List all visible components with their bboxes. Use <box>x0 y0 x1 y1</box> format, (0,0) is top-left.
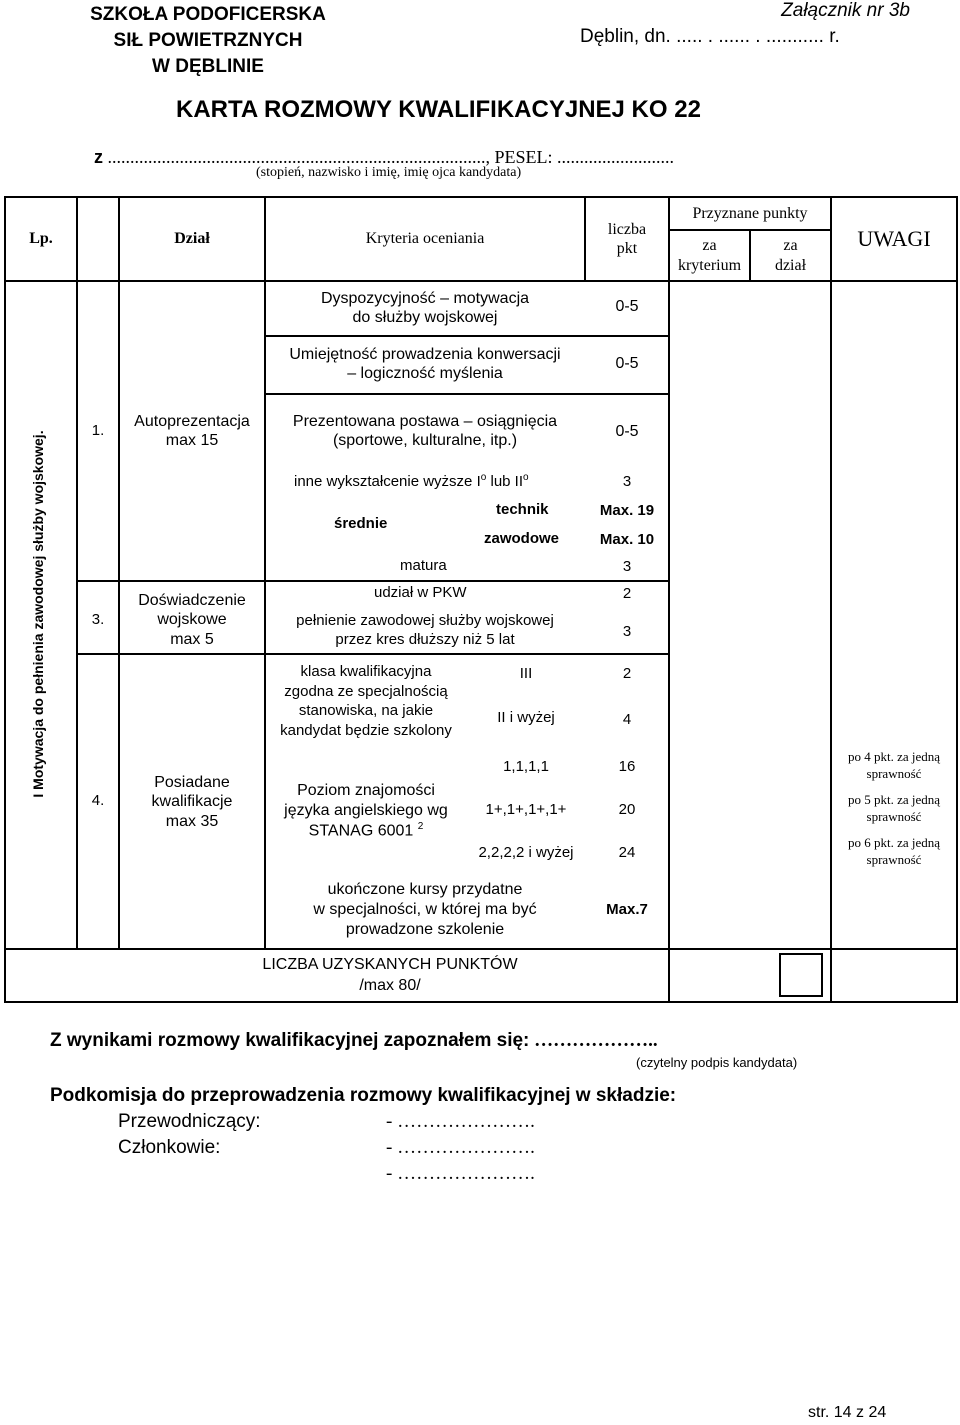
points-level-2: 20 <box>618 801 636 818</box>
group-3-name-line1: Doświadczenie <box>138 592 246 610</box>
note-level-1-line2: sprawność <box>866 766 922 781</box>
section-motywacja-label: I Motywacja do pełnienia zawodowej służby wojskowej. <box>30 430 46 798</box>
candidate-dots: ...................................................................................., PESEL: .......................... <box>103 147 675 167</box>
points-pelnienie: 3 <box>622 623 632 640</box>
zapoznalem-line <box>50 1030 658 1052</box>
col-za-kryterium-line1: za <box>702 237 717 255</box>
zapoznalem-text: Z wynikami rozmowy kwalifikacyjnej zapoznałem się: <box>50 1030 530 1051</box>
zapoznalem-dots: ……………….. <box>529 1030 658 1051</box>
criterion-kursy <box>266 878 584 942</box>
group-1-number: 1. <box>91 422 105 439</box>
level-3: 2,2,2,2 i wyżej <box>478 844 574 861</box>
inne-mid: lub II <box>486 473 523 490</box>
czlonek-1-dots: - …………………. <box>386 1137 535 1158</box>
points-dyspozycyjnosc: 0-5 <box>615 298 639 316</box>
school-line-2: SIŁ POWIETRZNYCH <box>113 30 303 51</box>
col-lp: Lp. <box>29 230 53 248</box>
points-level-1: 16 <box>618 758 636 775</box>
group-3-number: 3. <box>91 611 105 628</box>
col-przyznane: Przyznane punkty <box>692 204 808 222</box>
criterion-klasa-line2: zgodna ze specjalnością <box>284 682 448 700</box>
page-number: str. 14 z 24 <box>808 1404 887 1421</box>
inne-sup2: o <box>523 472 529 483</box>
note-level-3-line1: po 6 pkt. za jedną <box>847 835 941 851</box>
criterion-jezyk-stanag: STANAG 6001 <box>308 822 414 840</box>
podpis-caption: (czytelny podpis kandydata) <box>636 1055 798 1070</box>
note-level-3-line2: sprawność <box>866 852 922 867</box>
points-zawodowe: Max. 10 <box>599 531 655 548</box>
note-level-2 <box>832 791 956 827</box>
criterion-inne-wyksztalcenie <box>294 472 529 490</box>
criterion-klasa <box>266 660 466 742</box>
col-kryteria: Kryteria oceniania <box>365 230 485 248</box>
criterion-jezyk <box>266 778 466 844</box>
criterion-dyspozycyjnosc-line2: do służby wojskowej <box>352 309 498 326</box>
level-1: 1,1,1,1 <box>503 758 549 775</box>
col-za-dzial-line2: dział <box>774 256 807 274</box>
przewodniczacy-dots: - …………………. <box>386 1111 535 1132</box>
candidate-prefix: z <box>94 147 103 167</box>
criterion-kursy-line2: w specjalności, w której ma być <box>313 901 537 918</box>
total-points-box[interactable] <box>779 953 823 997</box>
total-label-line1: LICZBA UZYSKANYCH PUNKTÓW <box>262 956 518 974</box>
col-za-kryterium <box>670 231 749 280</box>
points-kursy: Max.7 <box>606 901 648 918</box>
criterion-klasa-line1: klasa kwalifikacyjna <box>300 663 432 680</box>
label-srednie: średnie <box>334 515 388 532</box>
group-4-name-line3: max 35 <box>165 812 219 830</box>
criterion-jezyk-line3 <box>309 821 424 841</box>
document-title: KARTA ROZMOWY KWALIFIKACYJNEJ KO 22 <box>176 96 701 123</box>
label-pkw: udział w PKW <box>374 584 467 601</box>
label-klasa-ii: II i wyżej <box>497 709 555 726</box>
points-technik: Max. 19 <box>599 502 655 519</box>
czlonkowie-label: Członkowie: <box>118 1137 221 1158</box>
col-liczba-pkt <box>586 198 668 280</box>
criterion-klasa-line4: kandydat będzie szkolony <box>280 721 452 739</box>
label-klasa-iii: III <box>519 665 533 682</box>
note-level-1-line1: po 4 pkt. za jedną <box>847 749 941 765</box>
criterion-dyspozycyjnosc <box>266 284 584 332</box>
note-level-1 <box>832 748 956 784</box>
criterion-pelnienie-line1: pełnienie zawodowej służby wojskowej <box>296 612 554 630</box>
podkomisja-heading: Podkomisja do przeprowadzenia rozmowy kwalifikacyjnej w składzie: <box>50 1085 677 1106</box>
criterion-pelnienie-line2: przez kres dłuższy niż 5 lat <box>335 631 515 648</box>
col-za-kryterium-line2: kryterium <box>677 256 742 274</box>
criterion-jezyk-line2: języka angielskiego wg <box>284 801 448 819</box>
col-liczba-pkt-line2: pkt <box>616 240 638 257</box>
criterion-umiejetnosc-line2: – logiczność myślenia <box>347 365 503 382</box>
label-zawodowe: zawodowe <box>484 530 560 547</box>
col-za-dzial <box>751 231 830 280</box>
col-liczba-pkt-line1: liczba <box>607 220 647 238</box>
points-pkw: 2 <box>622 585 632 602</box>
note-level-2-line1: po 5 pkt. za jedną <box>847 792 941 808</box>
points-klasa-iii: 2 <box>622 665 632 682</box>
criterion-pelnienie <box>266 612 584 650</box>
points-umiejetnosc: 0-5 <box>615 355 639 373</box>
criterion-jezyk-line1: Poziom znajomości <box>297 781 435 799</box>
label-matura: matura <box>400 557 447 574</box>
criterion-umiejetnosc <box>266 340 584 388</box>
level-2: 1+,1+,1+,1+ <box>485 801 567 818</box>
group-1-name <box>120 408 264 454</box>
criterion-postawa <box>266 408 584 454</box>
col-dzial: Dział <box>174 230 210 248</box>
school-line-3: W DĘBLINIE <box>152 56 264 77</box>
col-uwagi: UWAGI <box>857 225 931 251</box>
points-inne: 3 <box>622 473 632 490</box>
group-1-name-line1: Autoprezentacja <box>134 412 250 430</box>
inne-text: inne wykształcenie wyższe I <box>294 473 481 490</box>
przewodniczacy-label: Przewodniczący: <box>118 1111 261 1132</box>
group-1-name-line2: max 15 <box>165 432 219 449</box>
candidate-caption: (stopień, nazwisko i imię, imię ojca kandydata) <box>256 165 522 180</box>
group-3-name-line2: wojskowe <box>157 611 227 629</box>
criterion-kursy-line3: prowadzone szkolenie <box>345 921 505 938</box>
attachment-label: Załącznik nr 3b <box>781 0 910 21</box>
criterion-klasa-line3: stanowiska, na jakie <box>298 702 434 719</box>
school-line-1: SZKOŁA PODOFICERSKA <box>90 4 326 25</box>
group-4-name <box>120 770 264 834</box>
col-za-dzial-line1: za <box>783 237 798 255</box>
place-date: Dęblin, dn. ..... . ...... . ........... r. <box>580 26 840 47</box>
criterion-jezyk-sup: 2 <box>417 820 424 832</box>
school-name <box>60 2 356 80</box>
czlonek-2-dots: - …………………. <box>386 1163 535 1184</box>
points-postawa: 0-5 <box>615 423 639 441</box>
criterion-postawa-line2: (sportowe, kulturalne, itp.) <box>332 432 518 449</box>
criterion-postawa-line1: Prezentowana postawa – osiągnięcia <box>292 412 558 430</box>
criterion-kursy-line1: ukończone kursy przydatne <box>327 881 523 898</box>
criterion-umiejetnosc-line1: Umiejętność prowadzenia konwersacji <box>289 345 561 363</box>
group-4-name-line1: Posiadane <box>154 774 230 792</box>
total-label-line2: /max 80/ <box>359 977 421 994</box>
group-3-name-line3: max 5 <box>170 630 214 648</box>
note-level-3 <box>832 834 956 870</box>
inne-sup1: o <box>480 472 487 483</box>
group-4-name-line2: kwalifikacje <box>151 793 233 811</box>
note-level-2-line2: sprawność <box>866 809 922 824</box>
label-technik: technik <box>496 501 549 518</box>
points-level-3: 24 <box>618 844 636 861</box>
total-label <box>230 954 550 998</box>
points-klasa-ii: 4 <box>622 711 632 728</box>
group-3-name <box>120 588 264 652</box>
criterion-dyspozycyjnosc-line1: Dyspozycyjność – motywacja <box>320 289 530 307</box>
group-4-number: 4. <box>91 792 105 809</box>
points-matura: 3 <box>622 558 632 575</box>
